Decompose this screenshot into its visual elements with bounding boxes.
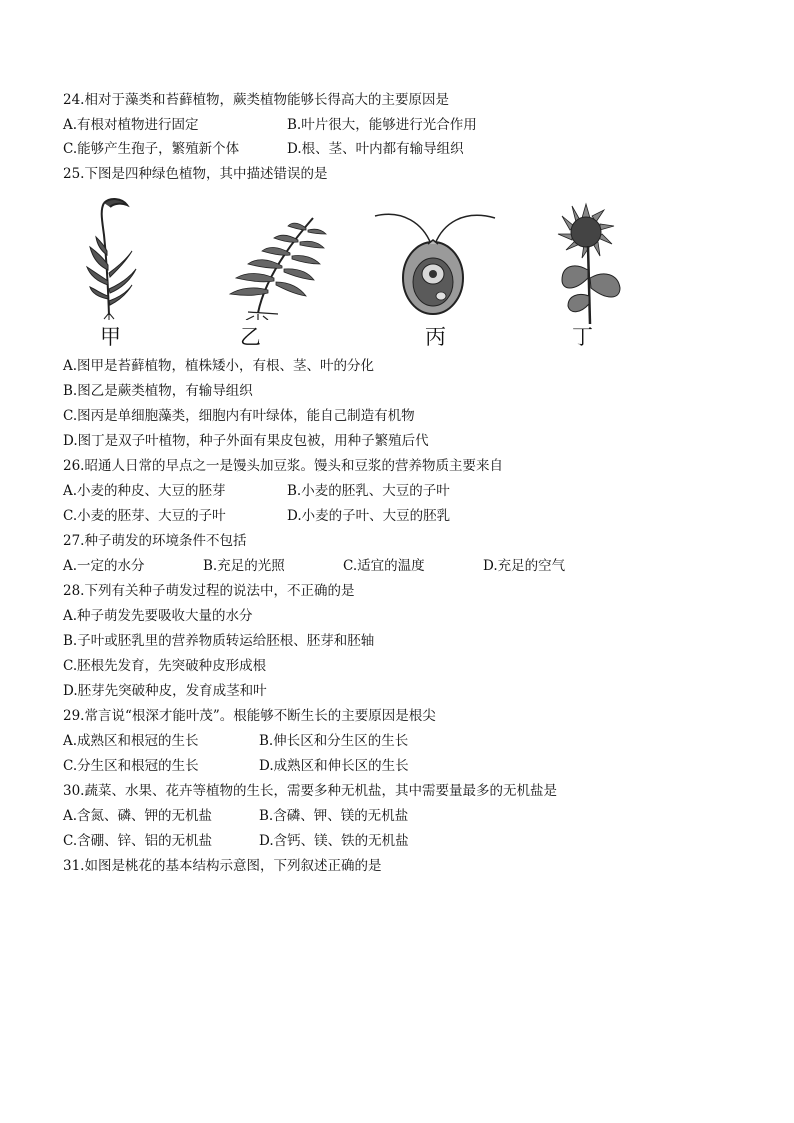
question-27-stem: 27.种子萌发的环境条件不包括 <box>63 533 247 549</box>
sunflower-plant-icon <box>548 200 628 324</box>
question-30-option-b: B.含磷、钾、镁的无机盐 <box>259 808 409 824</box>
question-26-option-a: A.小麦的种皮、大豆的胚芽 <box>63 483 226 499</box>
question-31-stem: 31.如图是桃花的基本结构示意图，下列叙述正确的是 <box>63 858 382 874</box>
figure-label-bing: 丙 <box>425 325 446 349</box>
figure-label-ding: 丁 <box>572 325 593 349</box>
question-29-option-c: C.分生区和根冠的生长 <box>63 758 199 774</box>
question-24-option-c: C.能够产生孢子，繁殖新个体 <box>63 141 240 157</box>
fern-plant-icon <box>218 208 336 320</box>
question-30-option-a: A.含氮、磷、钾的无机盐 <box>63 808 213 824</box>
moss-plant-icon <box>82 195 152 320</box>
question-24-option-b: B.叶片很大，能够进行光合作用 <box>287 117 477 133</box>
question-27-option-d: D.充足的空气 <box>483 558 566 574</box>
question-25-stem: 25.下图是四种绿色植物，其中描述错误的是 <box>63 166 328 182</box>
question-25-option-c: C.图丙是单细胞藻类，细胞内有叶绿体，能自己制造有机物 <box>63 408 415 424</box>
question-26-option-d: D.小麦的子叶、大豆的胚乳 <box>287 508 451 524</box>
question-30-option-d: D.含钙、镁、铁的无机盐 <box>259 833 409 849</box>
question-29-option-b: B.伸长区和分生区的生长 <box>259 733 409 749</box>
question-27-option-b: B.充足的光照 <box>203 558 285 574</box>
question-28-option-c: C.胚根先发育，先突破种皮形成根 <box>63 658 267 674</box>
question-26-stem: 26.昭通人日常的早点之一是馒头加豆浆。馒头和豆浆的营养物质主要来自 <box>63 458 503 474</box>
question-27-option-a: A.一定的水分 <box>63 558 145 574</box>
figure-label-yi: 乙 <box>240 325 261 349</box>
question-30-option-c: C.含硼、锌、铝的无机盐 <box>63 833 213 849</box>
figure-label-jia: 甲 <box>100 325 121 349</box>
question-29-stem: 29.常言说“根深才能叶茂”。根能够不断生长的主要原因是根尖 <box>63 708 436 724</box>
question-25-option-b: B.图乙是蕨类植物，有输导组织 <box>63 383 253 399</box>
question-28-option-b: B.子叶或胚乳里的营养物质转运给胚根、胚芽和胚轴 <box>63 633 375 649</box>
question-24-option-d: D.根、茎、叶内都有输导组织 <box>287 141 464 157</box>
question-26-option-b: B.小麦的胚乳、大豆的子叶 <box>287 483 450 499</box>
question-24-option-a: A.有根对植物进行固定 <box>63 117 199 133</box>
chlamydomonas-cell-icon <box>373 204 498 320</box>
question-28-option-a: A.种子萌发先要吸收大量的水分 <box>63 608 253 624</box>
question-29-option-a: A.成熟区和根冠的生长 <box>63 733 199 749</box>
question-25-option-a: A.图甲是苔藓植物，植株矮小，有根、茎、叶的分化 <box>63 358 375 374</box>
question-30-stem: 30.蔬菜、水果、花卉等植物的生长，需要多种无机盐，其中需要量最多的无机盐是 <box>63 783 557 799</box>
question-24-stem: 24.相对于藻类和苔藓植物，蕨类植物能够长得高大的主要原因是 <box>63 92 449 108</box>
question-28-stem: 28.下列有关种子萌发过程的说法中，不正确的是 <box>63 583 355 599</box>
question-28-option-d: D.胚芽先突破种皮，发育成茎和叶 <box>63 683 267 699</box>
question-25-option-d: D.图丁是双子叶植物，种子外面有果皮包被，用种子繁殖后代 <box>63 433 429 449</box>
question-29-option-d: D.成熟区和伸长区的生长 <box>259 758 409 774</box>
question-27-option-c: C.适宜的温度 <box>343 558 425 574</box>
question-26-option-c: C.小麦的胚芽、大豆的子叶 <box>63 508 226 524</box>
